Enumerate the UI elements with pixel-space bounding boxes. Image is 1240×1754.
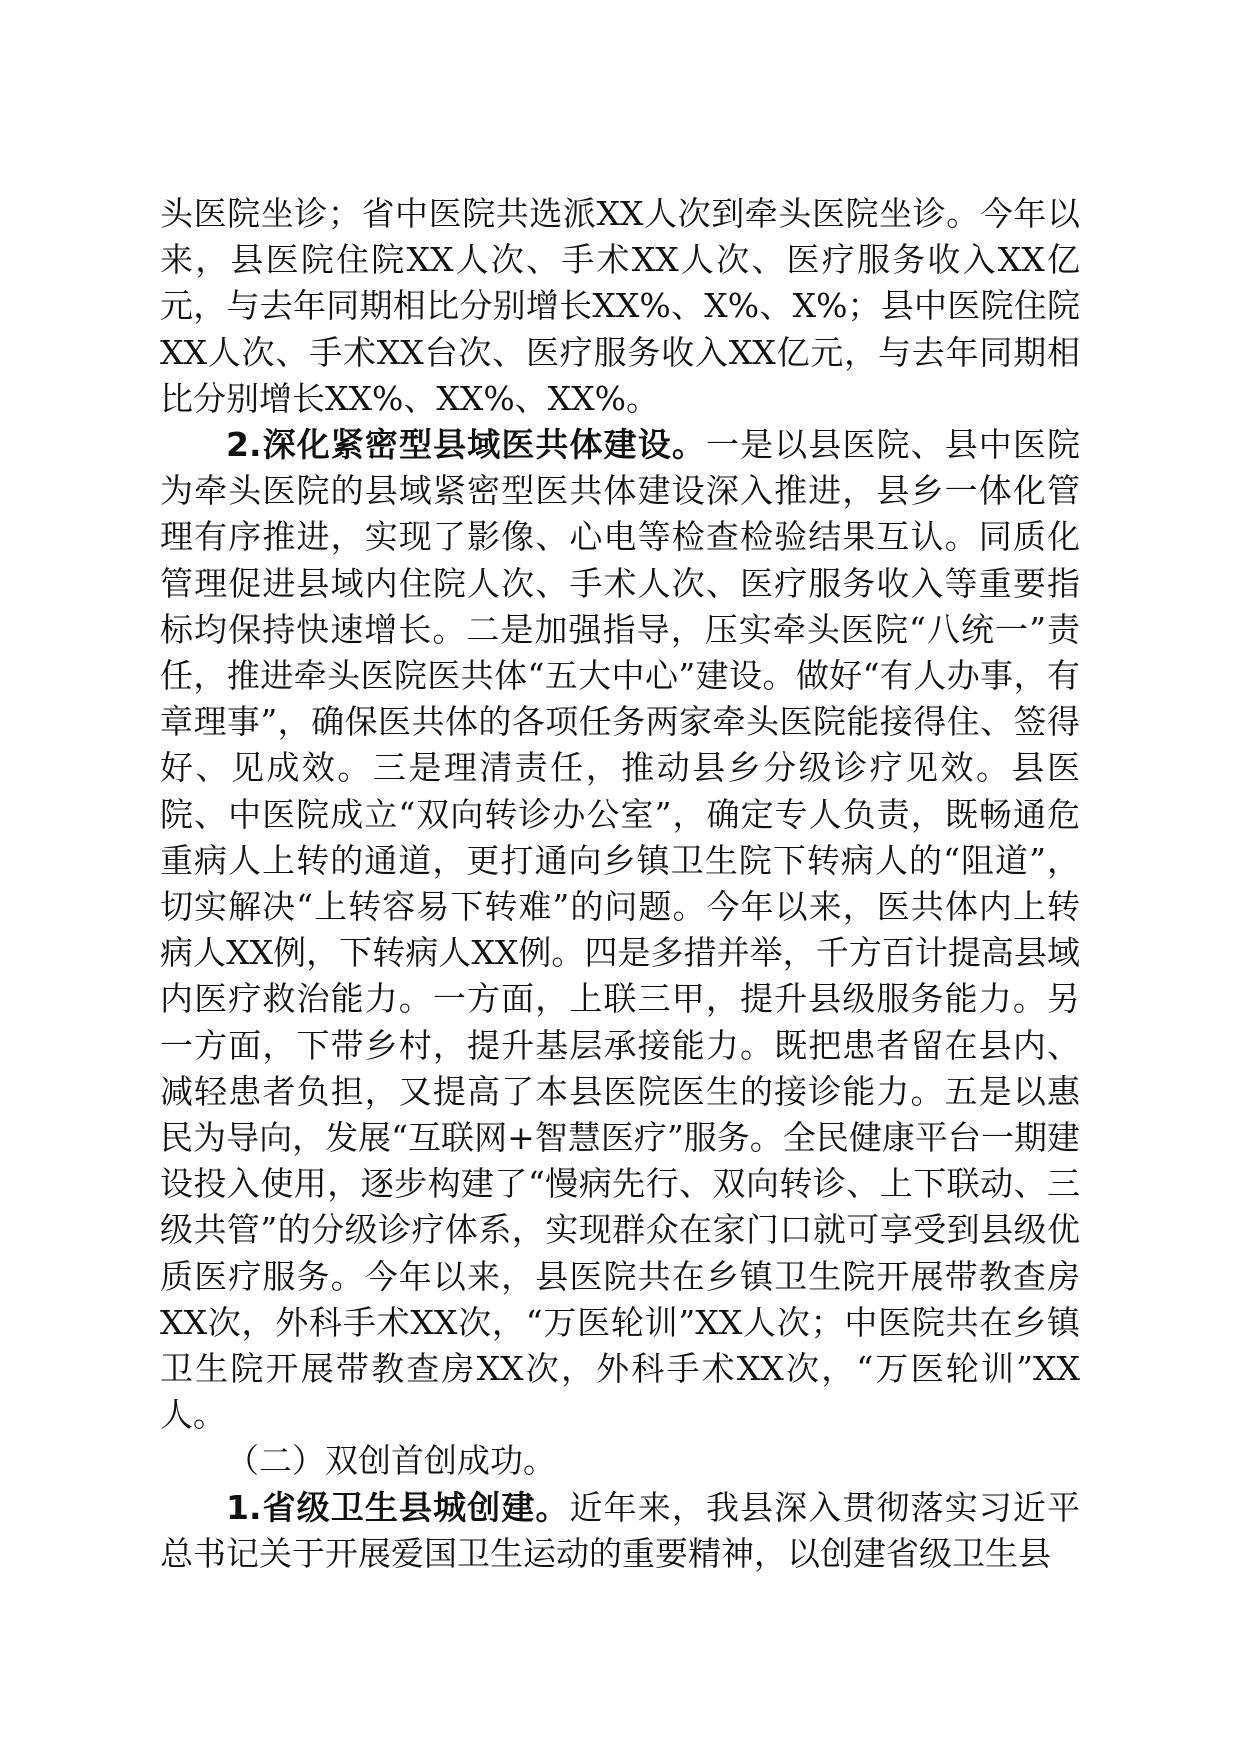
paragraph-hospital-stats (160, 191, 1080, 422)
paragraph-text: 头医院坐诊；省中医院共选派XX人次到牵头医院坐诊。今年以来，县医院住院XX人次、手术XX人次、医疗服务收入XX亿元，与去年同期相比分别增长XX%、X%、X%；县中医院住院XX人次、手术XX台次、医疗服务收入XX亿元，与去年同期相比分别增长XX%、XX%、XX%。 (160, 194, 1080, 418)
section-heading (160, 1438, 1080, 1484)
paragraph-text: 近年来，我县深入贯彻落实习近平总书记关于开展爱国卫生运动的重要精神，以创建省级卫生县 (160, 1487, 1081, 1573)
document-page (160, 191, 1080, 1577)
paragraph-medical-community (160, 422, 1080, 1438)
paragraph-lead-heading: 1.省级卫生县城创建。 (226, 1487, 570, 1527)
paragraph-sanitary-county (160, 1485, 1080, 1577)
section-heading-text: （二）双创首创成功。 (226, 1441, 556, 1481)
paragraph-lead-heading: 2.深化紧密型县域医共体建设。 (226, 425, 706, 465)
paragraph-text: 一是以县医院、县中医院为牵头医院的县域紧密型医共体建设深入推进，县乡一体化管理有序推进，实现了影像、心电等检查检验结果互认。同质化管理促进县域内住院人次、手术人次、医疗服务收入等重要指标均保持快速增长。二是加强指导，压实牵头医院“八统一”责任，推进牵头医院医共体“五大中心”建设。做好“有人办事，有章理事”，确保医共体的各项任务两家牵头医院能接得住、签得好、见成效。三是理清责任，推动县乡分级诊疗见效。县医院、中医院成立“双向转诊办公室”，确定专人负责，既畅通危重病人上转的通道，更打通向乡镇卫生院下转病人的“阻道”，切实解决“上转容易下转难”的问题。今年以来，医共体内上转病人XX例，下转病人XX例。四是多措并举，千方百计提高县域内医疗救治能力。一方面，上联三甲，提升县级服务能力。另一方面，下带乡村，提升基层承接能力。既把患者留在县内、减轻患者负担，又提高了本县医院医生的接诊能力。五是以惠民为导向，发展“互联网+智慧医疗”服务。全民健康平台一期建设投入使用，逐步构建了“慢病先行、双向转诊、上下联动、三级共管”的分级诊疗体系，实现群众在家门口就可享受到县级优质医疗服务。今年以来，县医院共在乡镇卫生院开展带教查房XX次，外科手术XX次，“万医轮训”XX人次；中医院共在乡镇卫生院开展带教查房XX次，外科手术XX次，“万医轮训”XX人。 (160, 425, 1081, 1435)
